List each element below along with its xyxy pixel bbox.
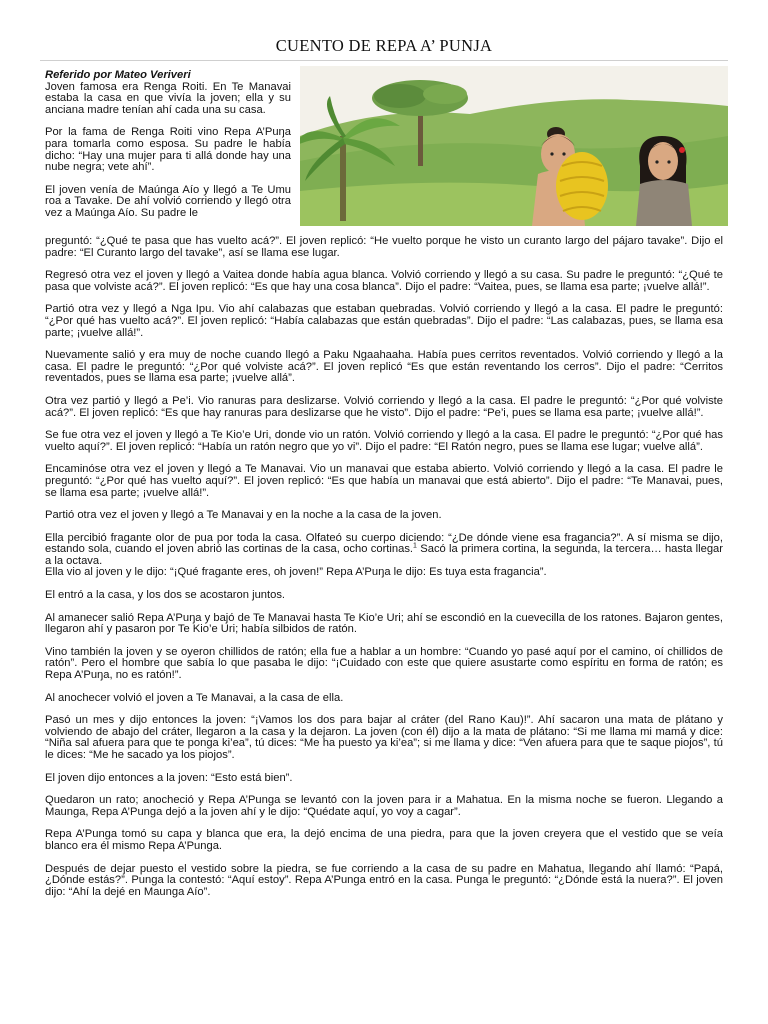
title-divider xyxy=(40,60,728,61)
paragraph-nga-ipu: Partió otra vez y llegó a Nga Ipu. Vio ahí calabazas que estaban quebradas. Volvió corriendo y llegó a la casa. El padre le preguntó: “¿Por qué has vuelto acá?”. El joven replicó: “Había calabazas que están quebradas”. Dijo el padre: “Las calabazas, pues, se llama esa parte; ¡vuelve allá!”. xyxy=(45,303,723,339)
story-illustration xyxy=(300,66,728,226)
paragraph-arrival: Partió otra vez el joven y llegó a Te Manavai y en la noche a la casa de la joven. xyxy=(45,509,442,522)
fragrance-text: Ella percibió fragante olor de pua por toda la casa. Olfateó su cuerpo diciendo: “¿De dónde viene esa fragancia?”. A sí misma se dijo, estando sola, cuando el joven abrió las cortinas de la casa, ocho cortinas. xyxy=(45,531,723,556)
intro-column xyxy=(45,70,291,220)
paragraph-father: Después de dejar puesto el vestido sobre la piedra, se fue corriendo a la casa de su padre en Mahatua, llegando ahí llamó: “Papá, ¿Dónde estás?”. Punga la contestó: “Aquí estoy”. Repa A’Punga entró en la casa. Punga le preguntó: “¿Dónde está la nuera?”. El joven dijo: “Ahí la dejé en Maunga Aío”. xyxy=(45,862,723,898)
girl-figure-icon xyxy=(636,136,692,226)
paragraph-pei: Otra vez partió y llegó a Pe’i. Vio ranuras para deslizarse. Volvió corriendo y llegó a la casa. El padre le preguntó: “¿Por qué volviste acá?”. El joven replicó: “Es que hay ranuras para deslizarse que he visto”. Dijo el padre: “Pe’i, pues se llama esa parte; ¡vuelve allá!”. xyxy=(45,394,723,419)
paragraph-nightfall: Al anochecer volvió el joven a Te Manavai, a la casa de ella. xyxy=(45,691,344,704)
paragraph-capa: Repa A’Punga tomó su capa y blanca que era, la dejó encima de una piedra, para que la joven creyera que el vestido que se veía blanco era él mismo Repa A’Punga. xyxy=(45,828,723,852)
paragraph-chillidos: Vino también la joven y se oyeron chillidos de ratón; ella fue a hablar a un hombre: “Cuando yo pasé aquí por el camino, oí chillidos de ratón”. Pero el hombre que sabía lo que pasaba le dijo: “¡Cuidado con este que quiere asustarte como espíritu en forma de ratón; es Repa A’Puŋa, no es ratón!”. xyxy=(45,645,723,682)
fragrance-text-cont: Sacó la primera cortina, la segunda, la tercera… hasta llegar a la octava. xyxy=(45,543,723,567)
paragraph-fragrance xyxy=(45,533,723,579)
fragrance-dialogue: Ella vio al joven y le dijo: “¡Qué fragante eres, oh joven!” Repa A’Puŋa le dijo: Es tuya esta fragancia”. xyxy=(45,566,547,579)
paragraph-vaitea: Regresó otra vez el joven y llegó a Vaitea donde había agua blanca. Volvió corriendo y llegó a su casa. Su padre le preguntó: “¿Qué te pasa que volviste acá?”. El joven replicó: “Es que hay una cosa blanca”. Dijo el padre: “Vaitea, pues, se llama esa parte; ¡vuelve allá!”. xyxy=(45,269,723,293)
paragraph-maunga-end: preguntó: “¿Qué te pasa que has vuelto acá?”. El joven replicó: “He vuelto porque he visto un curanto largo del pájaro tavake”. Dijo el padre: “El Curanto largo del tavake”, así se llama ese lugar. xyxy=(45,235,723,259)
paragraph-manavai: Encaminóse otra vez el joven y llegó a Te Manavai. Vio un manavai que estaba abierto. Volvió corriendo y llegó a la casa. El padre le preguntó: “¿Por qué has vuelto aquí?”. El joven replicó: “Es que había un manavai que está abierto”. Dijo el padre: “Te Manavai, pues, se llama esa parte; ¡vuelve allá!”. xyxy=(45,463,723,499)
story-body xyxy=(45,236,723,909)
bananas-icon xyxy=(556,152,608,220)
intro-paragraph: Joven famosa era Renga Roiti. En Te Manavai estaba la casa en que vivía la joven; ella y su anciana madre tenían ahí cada una su casa. xyxy=(45,80,291,116)
paragraph-mahatua: Quedaron un rato; anocheció y Repa A’Punga se levantó con la joven para ir a Mahatua. En la misma noche se fueron. Llegando a Maunga, Repa A’Punga dejó a la joven ahí y le dijo: “Quédate aquí, yo voy a cagar”. xyxy=(45,794,723,818)
attribution: Referido por Mateo Veriveri xyxy=(45,69,191,81)
document-title: CUENTO DE REPA A’ PUNJA xyxy=(275,36,493,55)
paragraph-paku: Nuevamente salió y era muy de noche cuando llegó a Paku Ngaahaaha. Había pues cerritos reventados. Volvió corriendo y llegó a la casa. El padre le preguntó: “¿Por qué volviste acá?”. El joven replicó “Es que están reventando los cerros”. Dijo el padre: “Cerritos reventados, pues se llama esa parte; ¡vuelve allá”. xyxy=(45,349,723,385)
paragraph-kioe-uri: Se fue otra vez el joven y llegó a Te Kio’e Uri, donde vio un ratón. Volvió corriendo y llegó a la casa. El padre le preguntó: “¿Por qué has vuelto aquí?”. El joven replicó: “Había un ratón negro que yo vi”. Dijo el padre: “El Ratón negro, pues se llama ese lugar; vuelve allá”. xyxy=(45,429,723,453)
paragraph-entered: El entró a la casa, y los dos se acostaron juntos. xyxy=(45,589,286,602)
paragraph-month: Pasó un mes y dijo entonces la joven: “¡Vamos los dos para bajar al cráter (del Rano Kau)!”. Ahí sacaron una mata de plátano y volviendo de abajo del cráter, llegaron a la casa y la dejaron. La joven (con él) dijo a la mata de plátano: “Si me llama mi mamá y dice: “Niña sal afuera para que te ponga ki’ea”, tú dices: “Me ha puesto ya ki’ea”; si me llama y dice: “Ven afuera para que te saque piojos”, tú le dices: “Me he sacado ya los piojos”. xyxy=(45,714,723,761)
landscape-illustration xyxy=(300,66,728,226)
footnote-marker: 1 xyxy=(413,542,417,550)
paragraph-dawn: Al amanecer salió Repa A’Puŋa y bajó de Te Manavai hasta Te Kio’e Uri; ahí se escondió en la cuevecilla de los ratones. Bajaron gentes, llegaron ahí y pasaron por Te Kio’e Uri; había silbidos de ratón. xyxy=(45,611,723,636)
paragraph-maunga-start: El joven venía de Maúnga Aío y llegó a Te Umu roa a Tavake. De ahí volvió corriendo y llegó otra vez a Maúnga Aío. Su padre le xyxy=(45,183,291,219)
paragraph-esta-bien: El joven dijo entonces a la joven: “Esto está bien”. xyxy=(45,771,293,784)
paragraph-fame: Por la fama de Renga Roiti vino Repa A’Puŋa para tomarla como esposa. Su padre le había dicho: “Hay una mujer para ti allá donde hay una nube negra; vete ahí”. xyxy=(45,126,291,174)
